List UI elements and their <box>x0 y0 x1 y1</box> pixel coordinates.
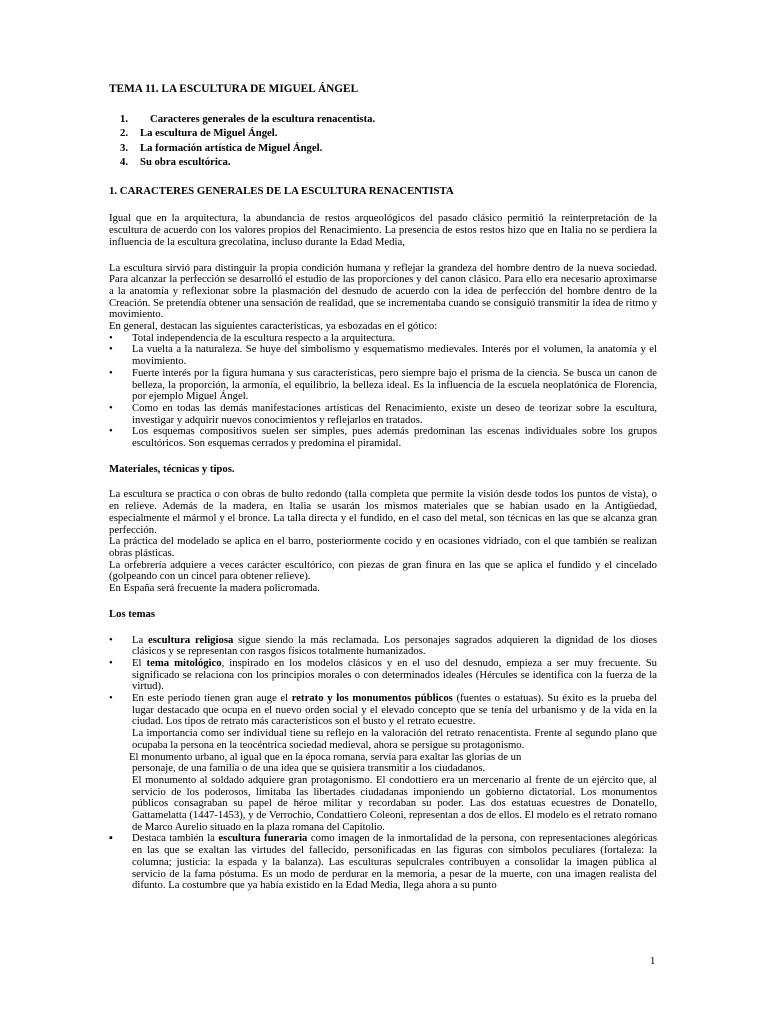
text-run: , inspirado en los modelos clásicos y en el uso del desnudo, empieza a ser muy frecuente. Su significado se relaciona con los principios morales o con determinados ideales (Hércules se identifica con la fuerza de la virtud). <box>132 656 657 693</box>
bold-term: escultura religiosa <box>148 633 234 646</box>
bullet-icon: • <box>109 343 113 356</box>
paragraph: En general, destacan las siguientes características, ya esbozadas en el gótico: <box>109 320 438 333</box>
bullet-icon: • <box>109 656 113 669</box>
list-item-text: Total independencia de la escultura respecto a la arquitectura. <box>132 331 396 344</box>
text-run: sigue siendo la más reclamada. Los personajes sagrados adquieren la dignidad de los dioses clásicos y se representan con rasgos físicos totalmente humanizados. <box>132 633 657 658</box>
list-item <box>109 426 657 449</box>
toc-number: 4. <box>120 156 129 169</box>
list-item <box>109 833 657 892</box>
text-run: Destaca también la <box>132 832 219 845</box>
characteristics-list <box>109 333 657 450</box>
bold-term: tema mitológico <box>146 656 222 669</box>
toc-number: 3. <box>120 141 129 154</box>
list-item <box>109 368 657 403</box>
toc-item <box>109 141 657 156</box>
bullet-icon: • <box>109 692 113 705</box>
document-title: TEMA 11. LA ESCULTURA DE MIGUEL ÁNGEL <box>109 83 359 95</box>
list-item-text: Los esquemas compositivos suelen ser simples, pues además predominan las escenas individuales sobre los grupos escultóricos. Son esquemas cerrados y predomina el piramidal. <box>132 425 657 450</box>
paragraph: Igual que en la arquitectura, la abundancia de restos arqueológicos del pasado clásico permitió la reinterpretación de la escultura de acuerdo con los valores propios del Renacimiento. La presencia de estos restos hizo que en Italia no se perdiera la influencia de la escultura grecolatina, incluso durante la Edad Media, <box>109 212 657 248</box>
list-item-text: La vuelta a la naturaleza. Se huye del simbolismo y esquematismo medievales. Interés por el volumen, la anatomía y el movimiento. <box>132 343 657 368</box>
section-heading: 1. CARACTERES GENERALES DE LA ESCULTURA RENACENTISTA <box>109 184 454 197</box>
subsection-heading: Los temas <box>109 607 156 620</box>
square-bullet-icon: ▪ <box>109 832 113 845</box>
subsection-heading: Materiales, técnicas y tipos. <box>109 462 235 475</box>
text-run: como imagen de la inmortalidad de la persona, con representaciones alegóricas en las que se exaltan las virtudes del fallecido, personificadas en las figuras con símbolos peculiares (fortaleza: la columna; justicia: la espada y la balanza). Las esculturas sepulcrales contribuyen a consolidar la imagen pública al servicio de la fama póstuma. Es un modo de perdurar en la memoria, a pesar de la muerte, con una imagen realista del difunto. La costumbre que ya había existido en la Edad Media, llega ahora a su punto <box>132 832 657 892</box>
bullet-icon: • <box>109 425 113 438</box>
toc-text: La escultura de Miguel Ángel. <box>140 127 278 140</box>
document-page <box>109 84 657 892</box>
page-number: 1 <box>650 955 656 967</box>
list-item <box>109 344 657 367</box>
text-run: En este período tienen gran auge el <box>132 692 292 705</box>
list-item <box>109 658 657 693</box>
themes-list <box>109 635 657 729</box>
toc-number: 2. <box>120 127 129 140</box>
toc-text: Su obra escultórica. <box>140 156 231 169</box>
table-of-contents <box>109 112 657 170</box>
bullet-icon: • <box>109 366 113 379</box>
paragraph: La práctica del modelado se aplica en el barro, posteriormente cocido y en ocasiones vidriado, con el que también se realizan obras plásticas. <box>109 535 657 559</box>
text-run: La <box>132 633 149 646</box>
paragraph: La escultura se practica o con obras de bulto redondo (talla completa que permite la visión desde todos los puntos de vista), o en relieve. Además de la madera, en Italia se usarán los mismos materiales que se habían usado en la Antigüedad, especialmente el mármol y el bronce. La talla directa y el fundido, en el caso del metal, son técnicas en las que se alcanza gran perfección. <box>109 488 657 536</box>
paragraph: El monumento al soldado adquiere gran protagonismo. El condottiero era un mercenario al frente de un ejército que, al servicio de los poderosos, limitaba las libertades ciudadanas imponiendo un gobierno dictatorial. Los monumentos públicos consagraban su papel de héroe militar y recordaban su poder. Las dos estatuas ecuestres de Donatello, Gattamelatta (1447-1453), y de Verrochio, Condattiero Coleoni, representan a dos de ellos. El modelo es el retrato romano de Marco Aurelio situado en la plaza romana del Capitolio. <box>132 773 657 833</box>
text-run: El <box>132 656 147 669</box>
bullet-icon: • <box>109 401 113 414</box>
list-item <box>109 693 657 728</box>
paragraph: La escultura sirvió para distinguir la propia condición humana y reflejar la grandeza del hombre dentro de la nueva sociedad. Para alcanzar la perfección se desarrolló el estudio de las proporciones y del canon clásico. Para ello era necesario aproximarse a la anatomía y reflexionar sobre la plasmación del desnudo de acuerdo con la idea de perfección del hombre dentro de la Creación. Se pretendía obtener una sensación de realidad, que se incrementaba cuando se consiguió transmitir la idea de ritmo y movimiento. <box>109 261 657 321</box>
paragraph: La importancia como ser individual tiene su reflejo en la valoración del retrato renacentista. Frente al segundo plano que ocupaba la persona en la teocéntrica sociedad medieval, ahora se persigue su protagonismo. <box>132 727 657 751</box>
toc-item <box>109 155 657 170</box>
bullet-icon: • <box>109 633 113 646</box>
list-item <box>109 635 657 658</box>
themes-list-continued <box>109 833 657 892</box>
toc-item <box>109 126 657 141</box>
toc-text: La formación artística de Miguel Ángel. <box>140 141 323 154</box>
bullet-icon: • <box>109 331 113 344</box>
bold-term: escultura funeraria <box>218 832 308 845</box>
paragraph: El monumento urbano, al igual que en la época romana, servía para exaltar las glorias de un <box>129 750 522 763</box>
list-item-text: Fuerte interés por la figura humana y sus características, pero siempre bajo el prisma de la ciencia. Se busca un canon de belleza, la proporción, la armonía, el equilibrio, la belleza ideal. Es la influencia de la escuela neoplatónica de Florencia, por ejemplo Miguel Ángel. <box>132 366 657 403</box>
list-item <box>109 403 657 426</box>
bold-term: retrato y los monumentos públicos <box>291 692 453 705</box>
toc-text: Caracteres generales de la escultura renacentista. <box>150 112 376 125</box>
paragraph: En España será frecuente la madera policromada. <box>109 582 320 595</box>
toc-number: 1. <box>120 112 129 125</box>
list-item-text: Como en todas las demás manifestaciones artísticas del Renacimiento, existe un deseo de teorizar sobre la escultura, investigar y adquirir nuevos conocimientos y reflejarlos en tratados. <box>132 401 657 426</box>
toc-item <box>109 112 657 127</box>
paragraph: personaje, de una familia o de una idea que se quisiera transmitir a los ciudadanos. <box>132 762 486 775</box>
paragraph: La orfebrería adquiere a veces carácter escultórico, con piezas de gran finura en las que se aplica el fundido y el cincelado (golpeando con un cincel para obtener relieve). <box>109 558 657 583</box>
text-run: (fuentes o estatuas). Su éxito es la prueba del lugar destacado que ocupa en el nuevo orden social y el elevado concepto que se tenía del urbanismo y de la vida en la ciudad. Los tipos de retrato más característicos son el busto y el retrato ecuestre. <box>132 692 657 728</box>
